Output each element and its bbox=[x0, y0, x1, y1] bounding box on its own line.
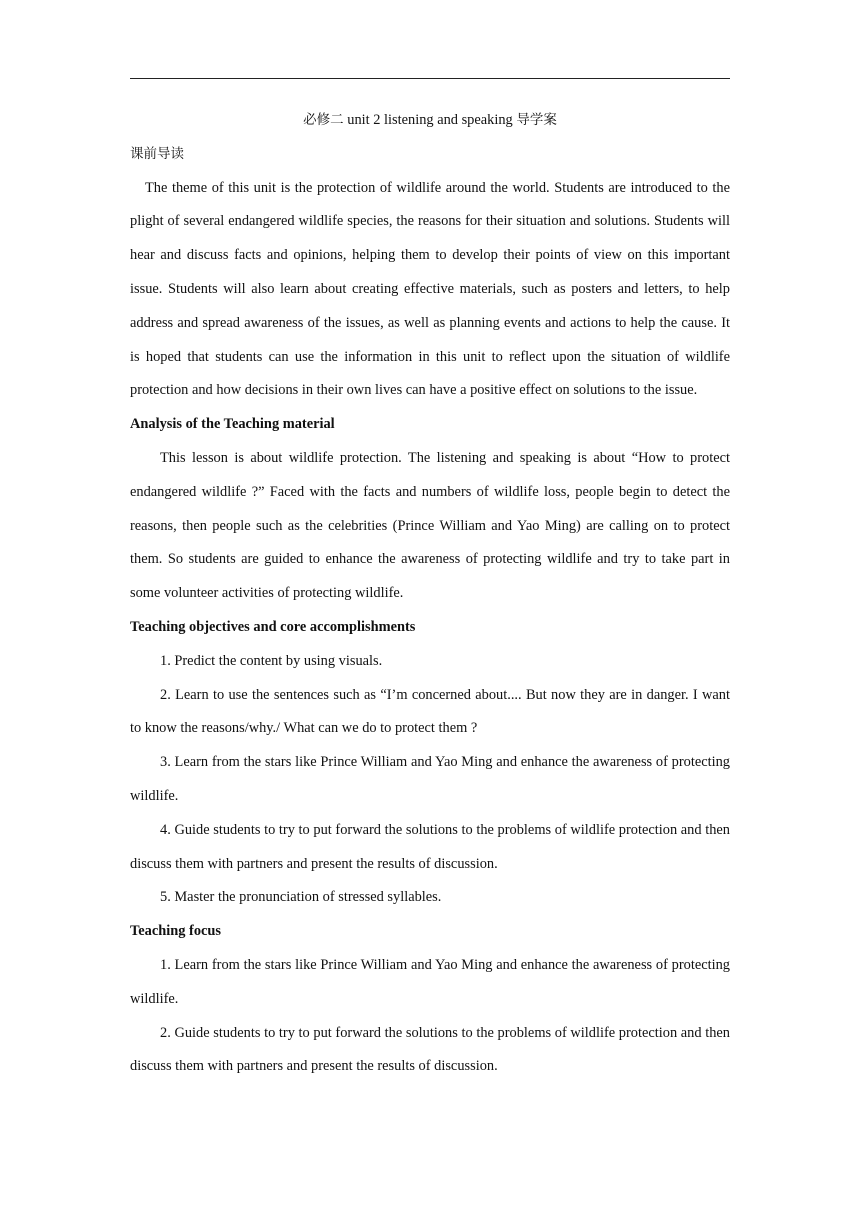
objective-item: 5. Master the pronunciation of stressed syllables. bbox=[160, 889, 442, 906]
focus-item: 2. Guide students to try to put forward the solutions to the problems of wildlife protection and then discuss them with partners and present the results of discussion. bbox=[130, 1024, 730, 1075]
title-zh-suffix: 导学案 bbox=[516, 112, 557, 128]
analysis-heading: Analysis of the Teaching material bbox=[130, 416, 335, 433]
header-rule bbox=[130, 78, 730, 79]
preread-heading bbox=[130, 138, 730, 172]
analysis-paragraph: This lesson is about wildlife protection. The listening and speaking is about “How to protect endangered wildlife ?” Faced with the facts and numbers of wildlife loss, people begin to detect the reasons, then people such as the celebrities (Prince William and Yao Ming) are calling on to protect them. So students are guided to enhance the awareness of protecting wildlife and try to take part in some volunteer activities of protecting wildlife. bbox=[130, 449, 730, 602]
document-body bbox=[130, 104, 730, 1084]
objective-item: 1. Predict the content by using visuals. bbox=[160, 652, 383, 669]
focus-heading: Teaching focus bbox=[130, 923, 222, 940]
objectives-heading: Teaching objectives and core accomplishments bbox=[130, 618, 416, 635]
title-zh-prefix: 必修二 bbox=[303, 112, 344, 128]
objective-item: 3. Learn from the stars like Prince William and Yao Ming and enhance the awareness of protecting wildlife. bbox=[130, 754, 730, 804]
title-en: unit 2 listening and speaking bbox=[343, 112, 517, 128]
intro-paragraph: The theme of this unit is the protection of wildlife around the world. Students are introduced to the plight of several endangered wildlife species, the reasons for their situation and solutions. Students will hear and discuss facts and opinions, helping them to develop their points of view on this important issue. Students will also learn about creating effective materials, such as posters and letters, to help address and spread awareness of the issues, as well as planning events and actions to help the cause. It is hoped that students can use the information in this unit to reflect upon the situation of wildlife protection and how decisions in their own lives can have a positive effect on solutions to the issue. bbox=[130, 179, 730, 399]
objective-item: 2. Learn to use the sentences such as “I’m concerned about.... But now they are in danger. I want to know the reasons/why./ What can we do to protect them ? bbox=[130, 686, 730, 737]
document-title bbox=[130, 104, 730, 138]
preread-heading-text: 课前导读 bbox=[130, 145, 184, 162]
objective-item: 4. Guide students to try to put forward the solutions to the problems of wildlife protection and then discuss them with partners and present the results of discussion. bbox=[130, 821, 730, 872]
focus-item: 1. Learn from the stars like Prince William and Yao Ming and enhance the awareness of protecting wildlife. bbox=[130, 956, 730, 1007]
